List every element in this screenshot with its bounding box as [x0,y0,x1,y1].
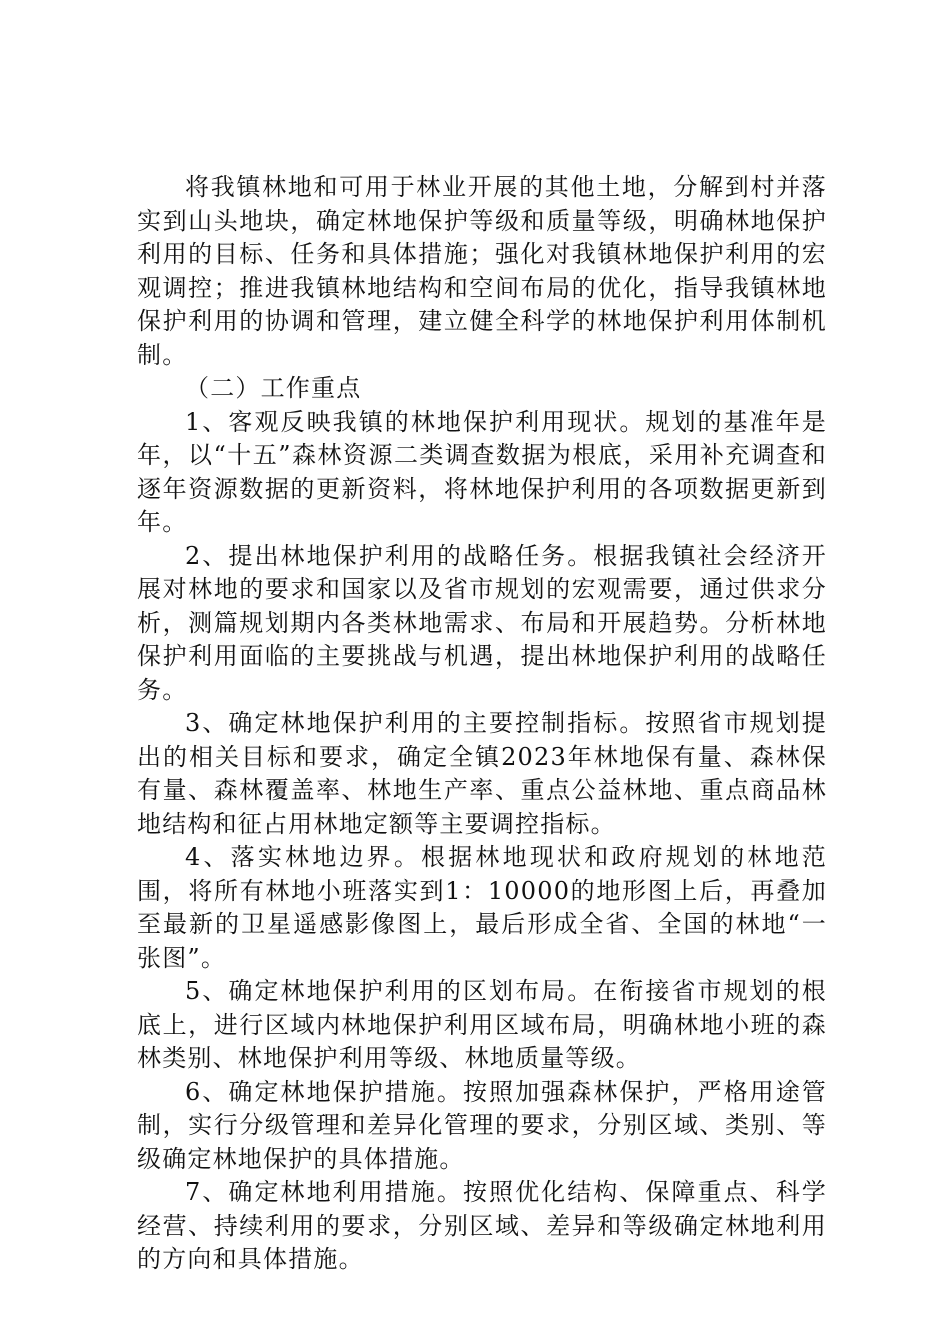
paragraph-item-6: 6、确定林地保护措施。按照加强森林保护，严格用途管制，实行分级管理和差异化管理的要求，分别区域、类别、等级确定林地保护的具体措施。 [137,1077,827,1173]
paragraph-item-7: 7、确定林地利用措施。按照优化结构、保障重点、科学经营、持续利用的要求，分别区域、差异和等级确定林地利用的方向和具体措施。 [137,1178,827,1273]
paragraph-item-1: 1、客观反映我镇的林地保护利用现状。规划的基准年是年，以“十五”森林资源二类调查数据为根底，采用补充调查和逐年资源数据的更新资料，将林地保护利用的各项数据更新到年。 [137,407,827,536]
section-heading-work-focus: （二）工作重点 [185,374,362,402]
paragraph-item-2: 2、提出林地保护利用的战略任务。根据我镇社会经济开展对林地的要求和国家以及省市规划的宏观需要，通过供求分析，测篇规划期内各类林地需求、布局和开展趋势。分析林地保护利用面临的主要挑战与机遇，提出林地保护利用的战略任务。 [137,541,827,704]
paragraph-item-4: 4、落实林地边界。根据林地现状和政府规划的林地范围，将所有林地小班落实到1：10000的地形图上后，再叠加至最新的卫星遥感影像图上，最后形成全省、全国的林地“一张图”。 [137,843,827,972]
paragraph-intro: 将我镇林地和可用于林业开展的其他土地，分解到村并落实到山头地块，确定林地保护等级和质量等级，明确林地保护利用的目标、任务和具体措施；强化对我镇林地保护利用的宏观调控；推进我镇林地结构和空间布局的优化，指导我镇林地保护利用的协调和管理，建立健全科学的林地保护利用体制机制。 [137,173,827,369]
paragraph-item-3: 3、确定林地保护利用的主要控制指标。按照省市规划提出的相关目标和要求，确定全镇2023年林地保有量、森林保有量、森林覆盖率、林地生产率、重点公益林地、重点商品林地结构和征占用林地定额等主要调控指标。 [137,709,827,838]
document-body [137,171,827,1277]
paragraph-item-5: 5、确定林地保护利用的区划布局。在衔接省市规划的根底上，进行区域内林地保护利用区域布局，明确林地小班的森林类别、林地保护利用等级、林地质量等级。 [137,977,827,1072]
